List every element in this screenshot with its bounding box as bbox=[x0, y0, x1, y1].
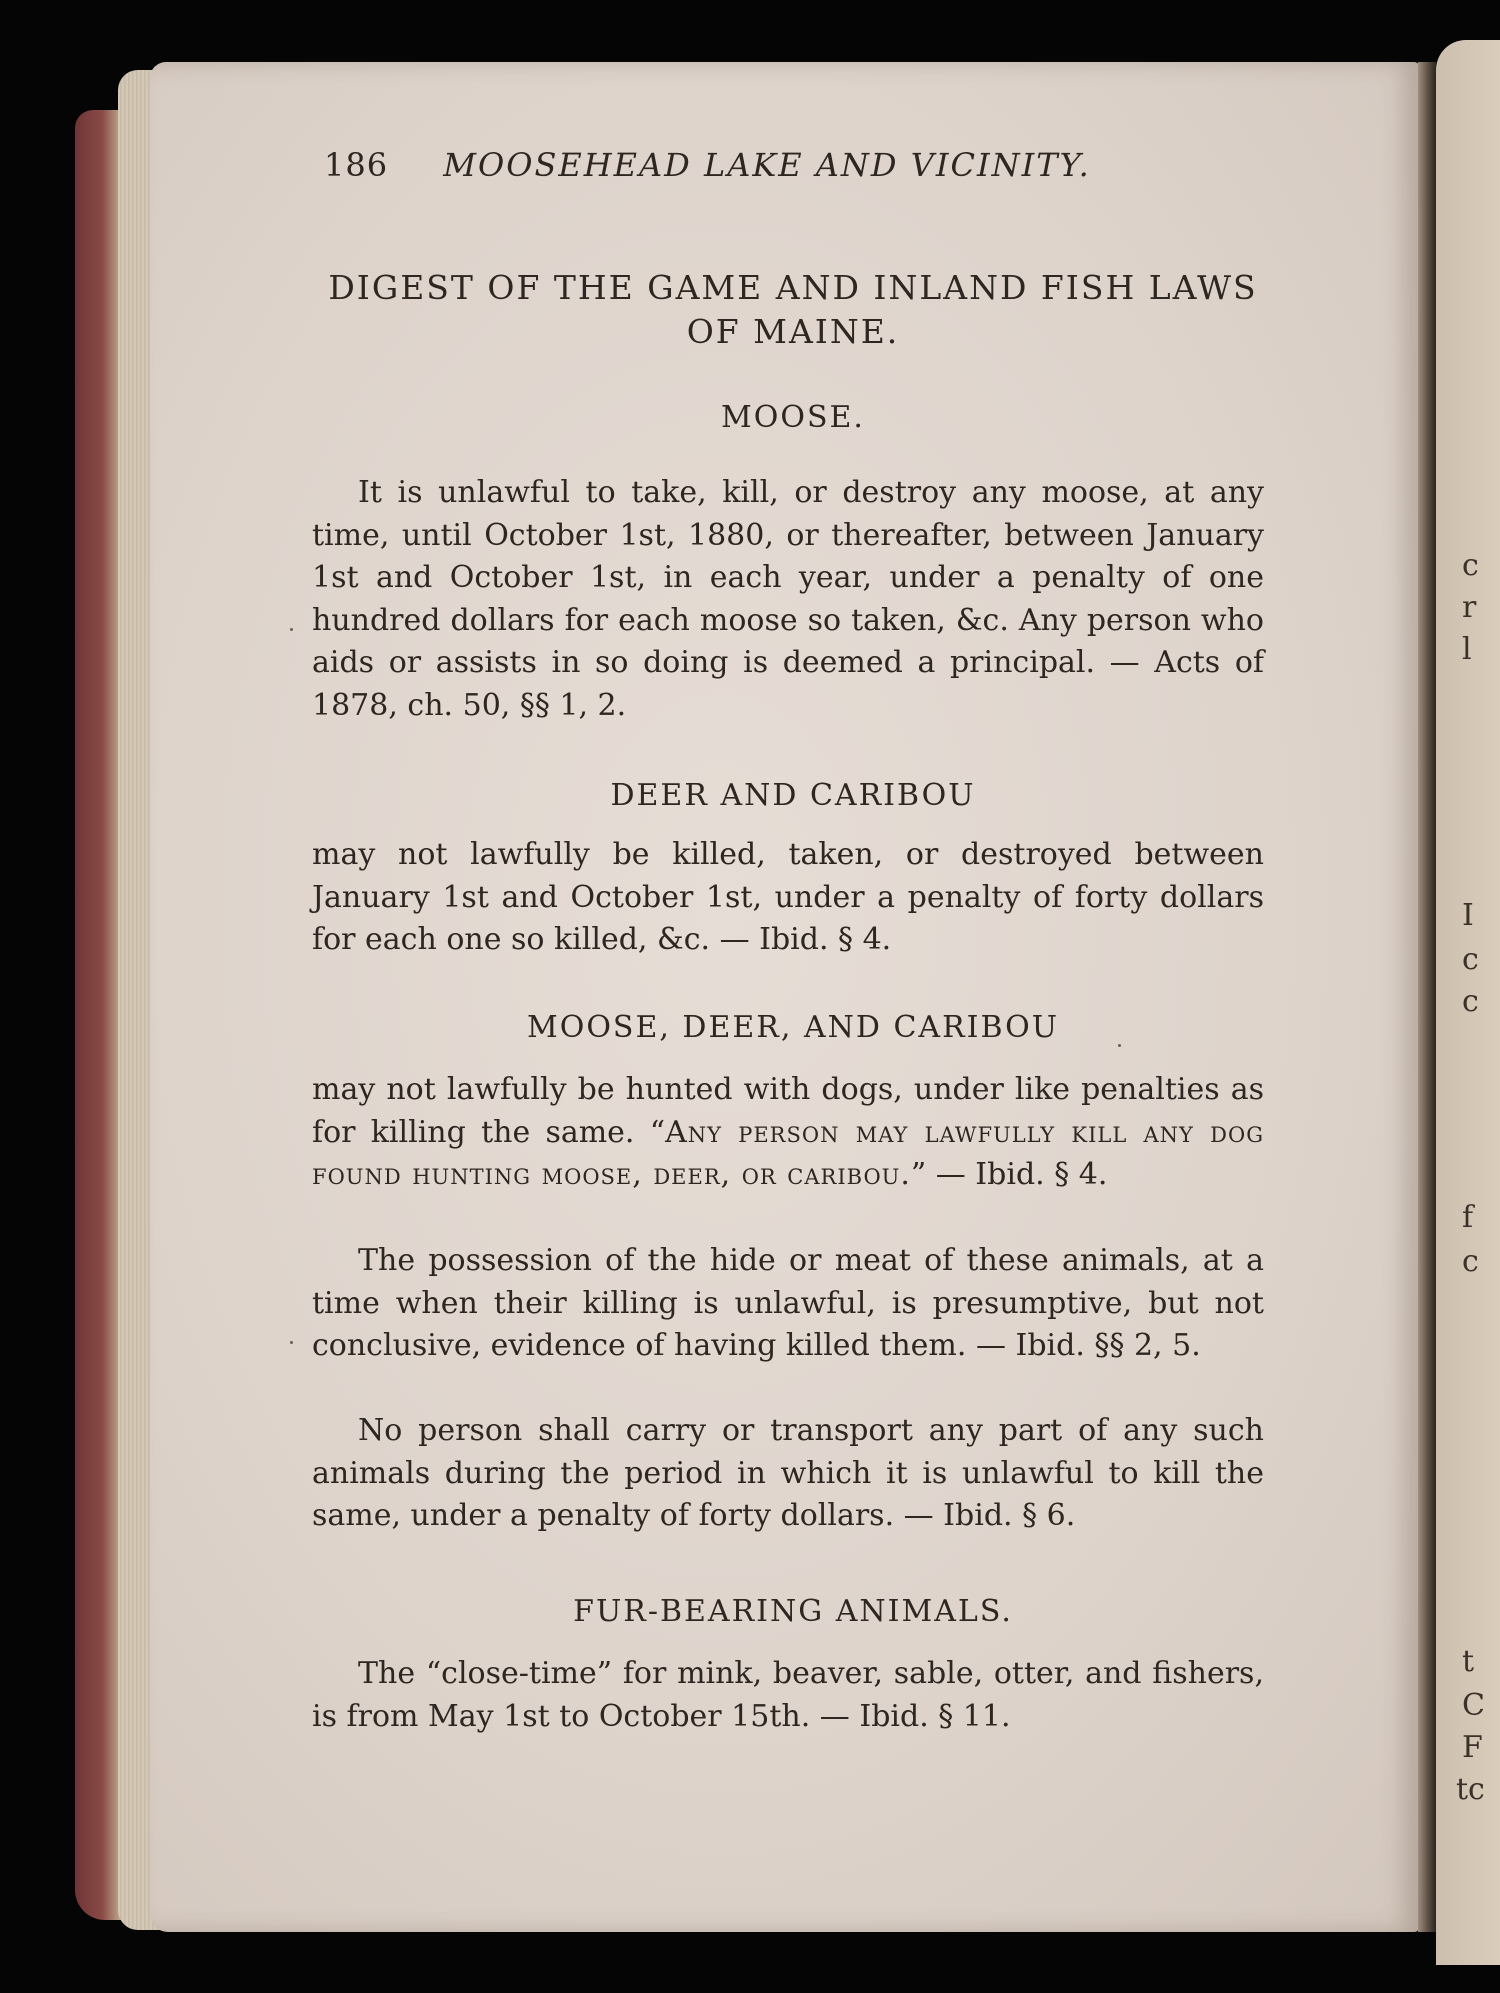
paper-speck bbox=[290, 1341, 293, 1344]
adjacent-fragment: C bbox=[1462, 1688, 1485, 1723]
adjacent-fragment: l bbox=[1462, 632, 1472, 667]
paragraph-hunting-with-dogs bbox=[312, 1069, 1264, 1197]
page-number: 186 bbox=[324, 146, 389, 184]
paper-speck bbox=[290, 628, 293, 631]
paragraph-transport: No person shall carry or transport any part of any such animals during the period in which it is unlawful to kill the same, under a penalty of forty dollars. — Ibid. § 6. bbox=[312, 1413, 1264, 1533]
section-heading-moose-deer-caribou: MOOSE, DEER, AND CARIBOU bbox=[527, 1010, 1059, 1045]
page-title: DIGEST OF THE GAME AND INLAND FISH LAWS OF MAINE. bbox=[328, 268, 1258, 351]
adjacent-fragment: c bbox=[1462, 942, 1479, 977]
paragraph-text: may not lawfully be hunted with dogs, under like penalties as for killing the same. “ bbox=[312, 1072, 1264, 1150]
paragraph-citation: ” — Ibid. § 4. bbox=[910, 1157, 1108, 1192]
paper-speck bbox=[1118, 1044, 1121, 1047]
adjacent-fragment: c bbox=[1462, 984, 1479, 1019]
adjacent-fragment: F bbox=[1462, 1730, 1483, 1765]
paragraph-moose: It is unlawful to take, kill, or destroy any moose, at any time, until October 1st, 1880, or thereafter, between January 1st and October 1st, in each year, under a penalty of one hundred dollars for each moose so taken, &c. Any person who aids or assists in so doing is deemed a principal. — Acts of 1878, ch. 50, §§ 1, 2. bbox=[312, 475, 1264, 723]
adjacent-fragment: I bbox=[1462, 898, 1474, 933]
paragraph-possession: The possession of the hide or meat of these animals, at a time when their killing is unlawful, is presumptive, but not conclusive, evidence of having killed them. — Ibid. §§ 2, 5. bbox=[312, 1243, 1264, 1363]
adjacent-fragment: r bbox=[1462, 590, 1477, 625]
book-gutter bbox=[1418, 62, 1436, 1932]
adjacent-fragment: t bbox=[1462, 1644, 1475, 1679]
adjacent-fragment: c bbox=[1462, 1244, 1479, 1279]
paragraph-fur-bearing: The “close-time” for mink, beaver, sable, otter, and fishers, is from May 1st to October 15th. — Ibid. § 11. bbox=[312, 1656, 1264, 1734]
section-heading-fur-bearing: FUR-BEARING ANIMALS. bbox=[573, 1594, 1013, 1629]
section-heading-deer-caribou: DEER AND CARIBOU bbox=[610, 778, 976, 813]
adjacent-fragment: c bbox=[1462, 548, 1479, 583]
paragraph-deer-caribou: may not lawfully be killed, taken, or destroyed between January 1st and October 1st, under a penalty of forty dollars for each one so killed, &c. — Ibid. § 4. bbox=[312, 837, 1264, 957]
adjacent-page bbox=[1436, 40, 1500, 1965]
running-header bbox=[324, 146, 1144, 196]
small-caps-quote: Any person may lawfully kill any dog found hunting moose, deer, or caribou. bbox=[312, 1114, 1264, 1192]
running-title: MOOSEHEAD LAKE AND VICINITY. bbox=[443, 146, 1091, 184]
adjacent-fragment: tc bbox=[1456, 1772, 1485, 1807]
adjacent-fragment: f bbox=[1462, 1200, 1474, 1235]
section-heading-moose: MOOSE. bbox=[721, 400, 865, 435]
